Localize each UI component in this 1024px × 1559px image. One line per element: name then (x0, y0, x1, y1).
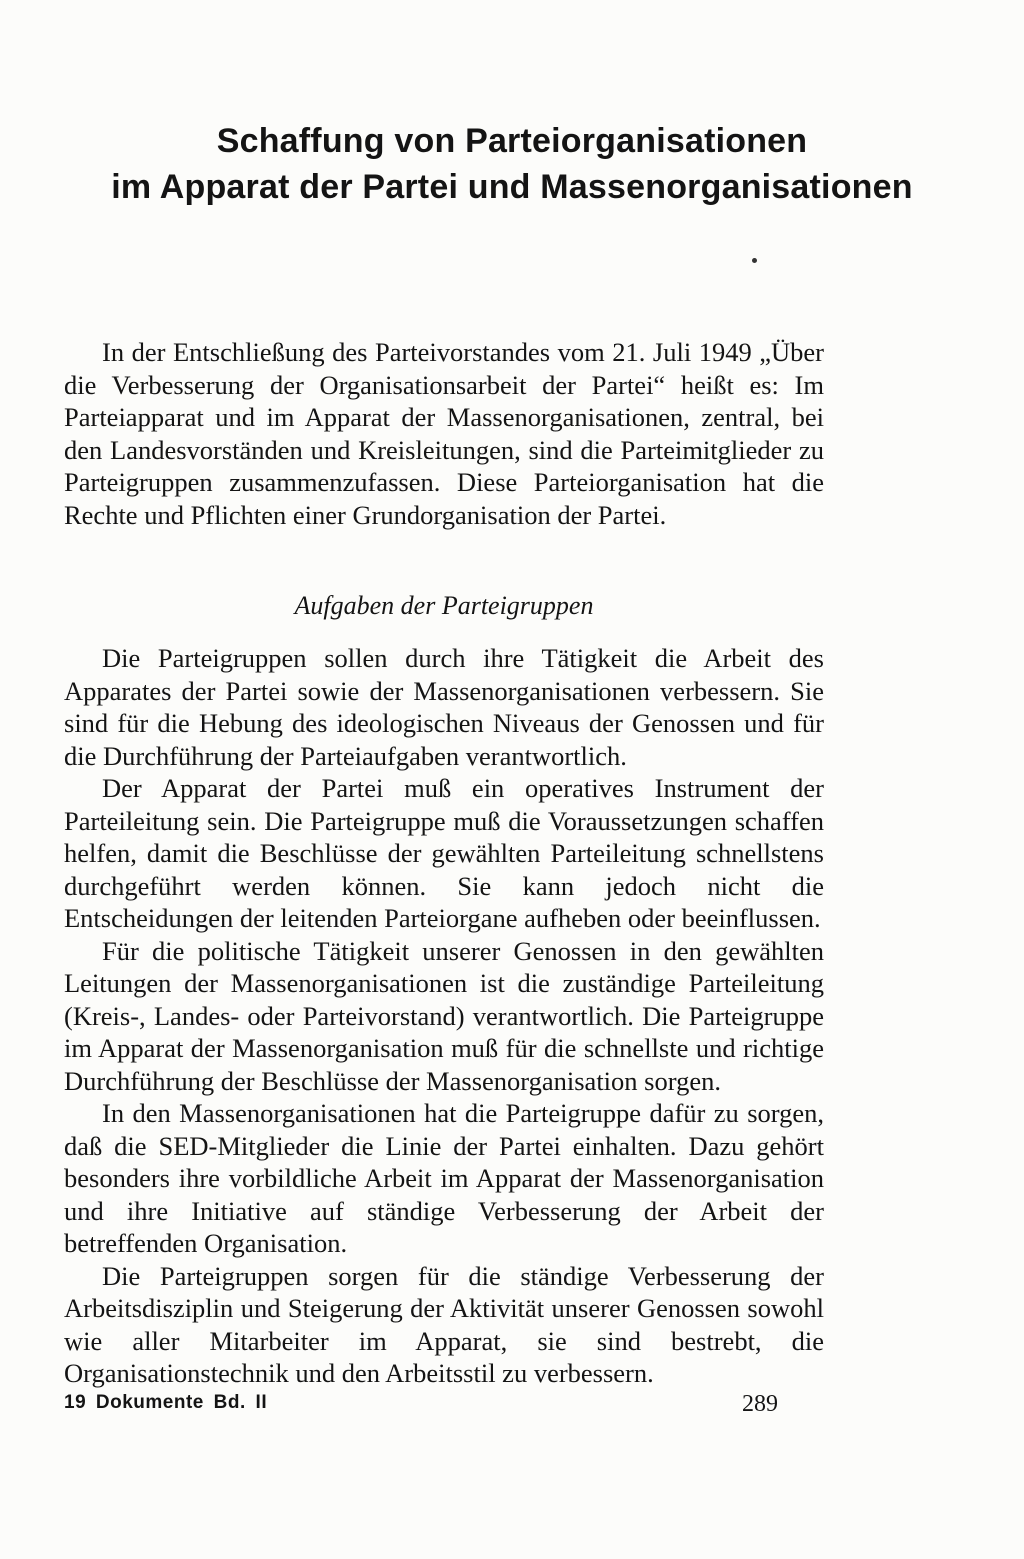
page-title (60, 118, 964, 210)
body-paragraph: In den Massenorganisationen hat die Parteigruppe dafür zu sorgen, daß die SED-Mitglieder die Linie der Partei einhalten. Dazu gehört besonders ihre vorbildliche Arbeit im Apparat der Massenorganisation und ihre Initiative auf ständige Verbesserung der Arbeit der betreffenden Organisation. (64, 1098, 824, 1258)
footer-signature: 19 Dokumente Bd. II (64, 1392, 268, 1413)
body-paragraph: Für die politische Tätigkeit unserer Genossen in den gewählten Leitungen der Massenorganisationen ist die zuständige Parteileitung (Kreis-, Landes- oder Parteivorstand) verantwortlich. Die Parteigruppe im Apparat der Massenorganisation muß für die schnellste und richtige Durchführung der Beschlüsse der Massenorganisation sorgen. (64, 935, 824, 1096)
body-paragraph: Die Parteigruppen sorgen für die ständige Verbesserung der Arbeitsdisziplin und Steigerung der Aktivität unserer Genossen sowohl wie aller Mitarbeiter im Apparat, sie sind bestrebt, die Organisationstechnik und den Arbeitsstil zu verbessern. (64, 1260, 824, 1388)
body-paragraph: Der Apparat der Partei muß ein operatives Instrument der Parteileitung sein. Die Parteigruppe muß die Voraussetzungen schaffen helfen, damit die Beschlüsse der gewählten Parteileitung schnellstens durchgeführt werden können. Sie kann jedoch nicht die Entscheidungen der leitenden Parteiorgane aufheben oder beeinflussen. (64, 773, 824, 933)
title-line-1: Schaffung von Parteiorganisationen (216, 122, 808, 160)
body-paragraph: Die Parteigruppen sollen durch ihre Tätigkeit die Arbeit des Apparates der Partei sowie der Massenorganisationen verbessern. Sie sind für die Hebung des ideologischen Niveaus der Genossen und für die Durchführung der Parteiaufgaben verantwortlich. (64, 643, 824, 771)
tasks-section (64, 642, 824, 1390)
intro-section (64, 336, 824, 531)
section-heading: Aufgaben der Parteigruppen (294, 591, 594, 620)
intro-paragraph: In der Entschließung des Parteivorstandes vom 21. Juli 1949 „Über die Verbesserung der Organisationsarbeit der Partei“ heißt es: Im Parteiapparat und im Apparat der Massenorganisationen, zentral, bei den Landesvorständen und Kreisleitungen, sind die Parteimitglieder zu Parteigruppen zusammenzufassen. Diese Parteiorganisation hat die Rechte und Pflichten einer Grundorganisation der Partei. (64, 337, 824, 530)
print-speck (752, 258, 757, 263)
page-number: 289 (742, 1391, 778, 1417)
title-line-2: im Apparat der Partei und Massenorganisationen (111, 168, 913, 206)
